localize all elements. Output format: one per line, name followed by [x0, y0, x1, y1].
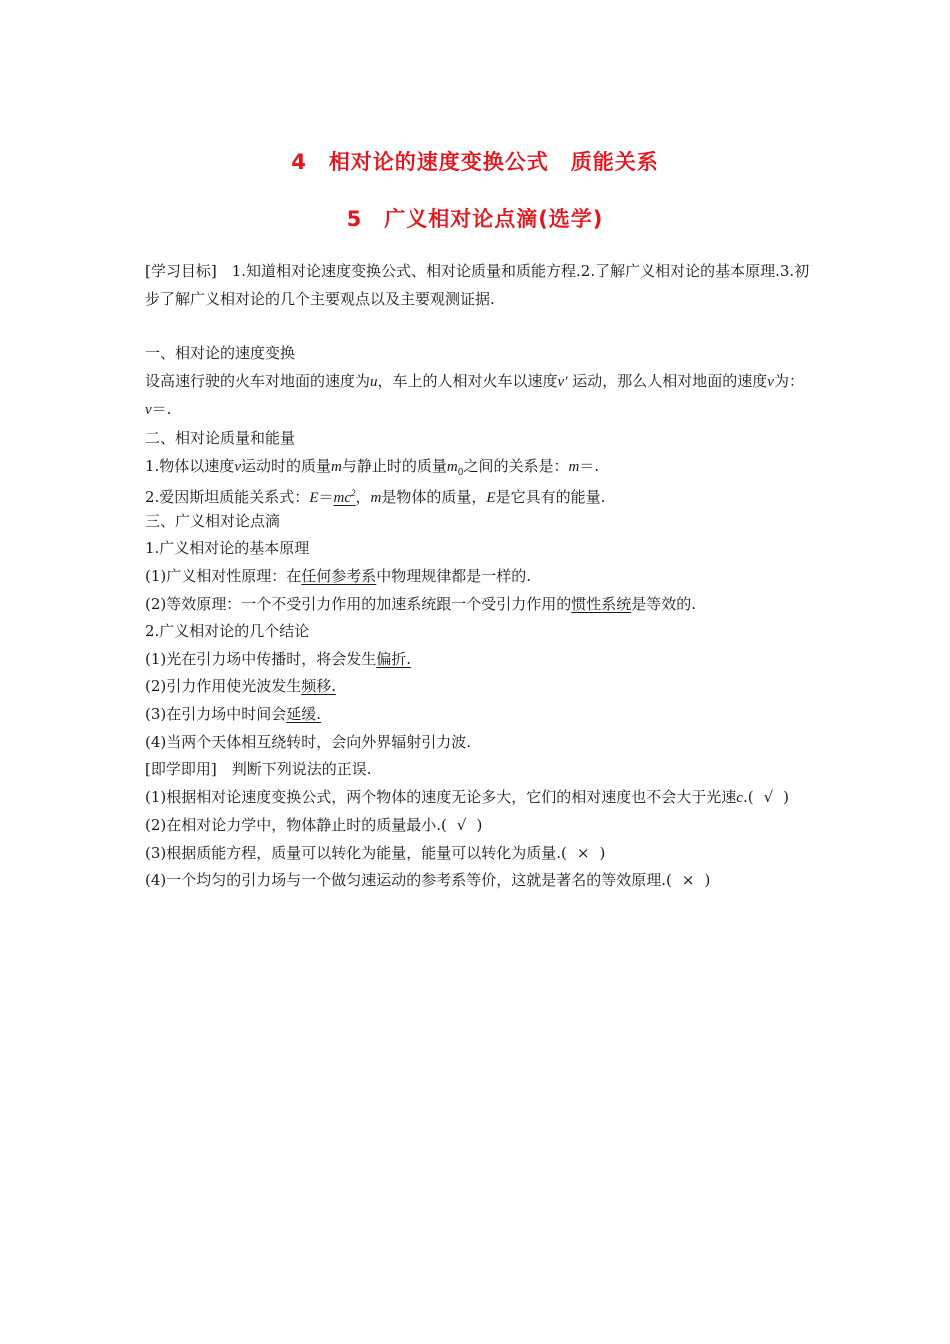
text-span: ＝.	[151, 400, 172, 419]
text-span: ，车上的人相对火车以速度	[377, 371, 558, 390]
text-span: (1)根据相对论速度变换公式，两个物体的速度无论多大，它们的相对速度也不会大于光速	[145, 787, 737, 806]
document-body	[145, 258, 810, 895]
text-span: )	[476, 816, 483, 835]
conclusion-2	[145, 673, 810, 701]
text-span: 设高速行驶的火车对地面的速度为	[145, 371, 371, 390]
text-span: 为：	[773, 371, 804, 390]
underlined-answer: 任何参考系	[301, 566, 377, 585]
underlined-answer: 惯性系统	[571, 594, 632, 613]
underlined-answer: 频移.	[301, 677, 337, 696]
variable-c: c	[736, 789, 743, 806]
text-span: )	[783, 787, 789, 806]
practice-question-3	[145, 840, 810, 868]
cross-mark: ×	[576, 843, 590, 862]
text-span: ，	[355, 488, 371, 507]
text-span: ＝	[318, 488, 334, 507]
section1-paragraph	[145, 368, 810, 425]
variable-v-prime: v′	[557, 373, 568, 390]
text-span: (1)光在引力场中传播时，将会发生	[145, 649, 377, 668]
text-span: ＝.	[579, 456, 600, 475]
text-span: (2)等效原理：一个不受引力作用的加速系统跟一个受引力作用的	[145, 594, 572, 613]
conclusion-4: (4)当两个天体相互绕转时，会向外界辐射引力波.	[145, 732, 472, 751]
learning-goals	[145, 258, 810, 313]
principle-1	[145, 563, 810, 591]
practice-heading: [即学即用] 判断下列说法的正误.	[145, 760, 372, 779]
mass-energy-term	[334, 490, 356, 506]
superscript-two: 2	[351, 488, 356, 499]
variable-u: u	[370, 373, 378, 390]
section2-item-2	[145, 480, 810, 508]
principle-2	[145, 591, 810, 619]
text-span: .(	[742, 787, 754, 806]
conclusion-1	[145, 646, 810, 674]
text-span: 之间的关系是：	[463, 456, 569, 475]
text-span: (2)在相对论力学中，物体静止时的质量最小.(	[145, 816, 447, 835]
check-mark: √	[456, 816, 467, 835]
underlined-answer: 延缓.	[286, 704, 322, 723]
text-span: (4)一个均匀的引力场与一个做匀速运动的参考系等价，这就是著名的等效原理.(	[145, 871, 672, 890]
variable-m0: m	[446, 458, 458, 475]
variable-E: E	[309, 490, 319, 507]
text-span: 运动时的质量	[240, 456, 331, 475]
section3-heading: 三、广义相对论点滴	[145, 511, 281, 530]
variable-v: v	[145, 402, 152, 419]
section2-heading: 二、相对论质量和能量	[145, 428, 296, 447]
variable-v: v	[234, 458, 241, 475]
practice-question-2	[145, 812, 810, 840]
variable-v: v	[767, 373, 774, 390]
check-mark: √	[763, 787, 774, 806]
lesson-title-2: 5 广义相对论点滴(选学)	[346, 207, 604, 231]
text-span: 是物体的质量，	[381, 488, 487, 507]
cross-mark: ×	[681, 871, 695, 890]
text-span: (1)广义相对性原理：在	[145, 566, 302, 585]
text-span: (2)引力作用使光波发生	[145, 677, 302, 696]
goals-tag: [学习目标]	[145, 262, 217, 280]
variable-m: m	[568, 458, 580, 475]
goals-text: 1.知道相对论速度变换公式、相对论质量和质能方程.2.了解广义相对论的基本原理.3.初步了解广义相对论的几个主要观点以及主要观测证据.	[145, 262, 810, 308]
section2-item-1	[145, 453, 810, 481]
text-span: 1.物体以速度	[145, 456, 235, 475]
section1-heading: 一、相对论的速度变换	[145, 344, 296, 363]
variable-mc: mc	[333, 490, 352, 507]
text-span: (3)根据质能方程，质量可以转化为能量，能量可以转化为质量.(	[145, 843, 567, 862]
subscript-zero: 0	[457, 467, 464, 478]
text-span: 中物理规律都是一样的.	[376, 566, 532, 585]
practice-question-1	[145, 784, 810, 813]
text-span: 是等效的.	[631, 594, 697, 613]
section3-subheading-1: 1.广义相对论的基本原理	[145, 539, 310, 558]
text-span: 2.爱因斯坦质能关系式：	[145, 488, 310, 507]
variable-E: E	[486, 490, 496, 507]
variable-m: m	[370, 490, 382, 507]
underlined-answer: 偏折.	[376, 649, 412, 668]
practice-question-4	[145, 867, 810, 895]
section3-subheading-2: 2.广义相对论的几个结论	[145, 622, 310, 641]
text-span: )	[599, 843, 606, 862]
variable-m: m	[331, 458, 342, 475]
text-span: )	[704, 871, 711, 890]
text-span: 与静止时的质量	[341, 456, 447, 475]
text-span: 运动，那么人相对地面的速度	[567, 371, 768, 390]
text-span: 是它具有的能量.	[495, 488, 606, 507]
conclusion-3	[145, 701, 810, 729]
text-span: (3)在引力场中时间会	[145, 704, 287, 723]
lesson-title-1: 4 相对论的速度变换公式 质能关系	[291, 150, 659, 174]
